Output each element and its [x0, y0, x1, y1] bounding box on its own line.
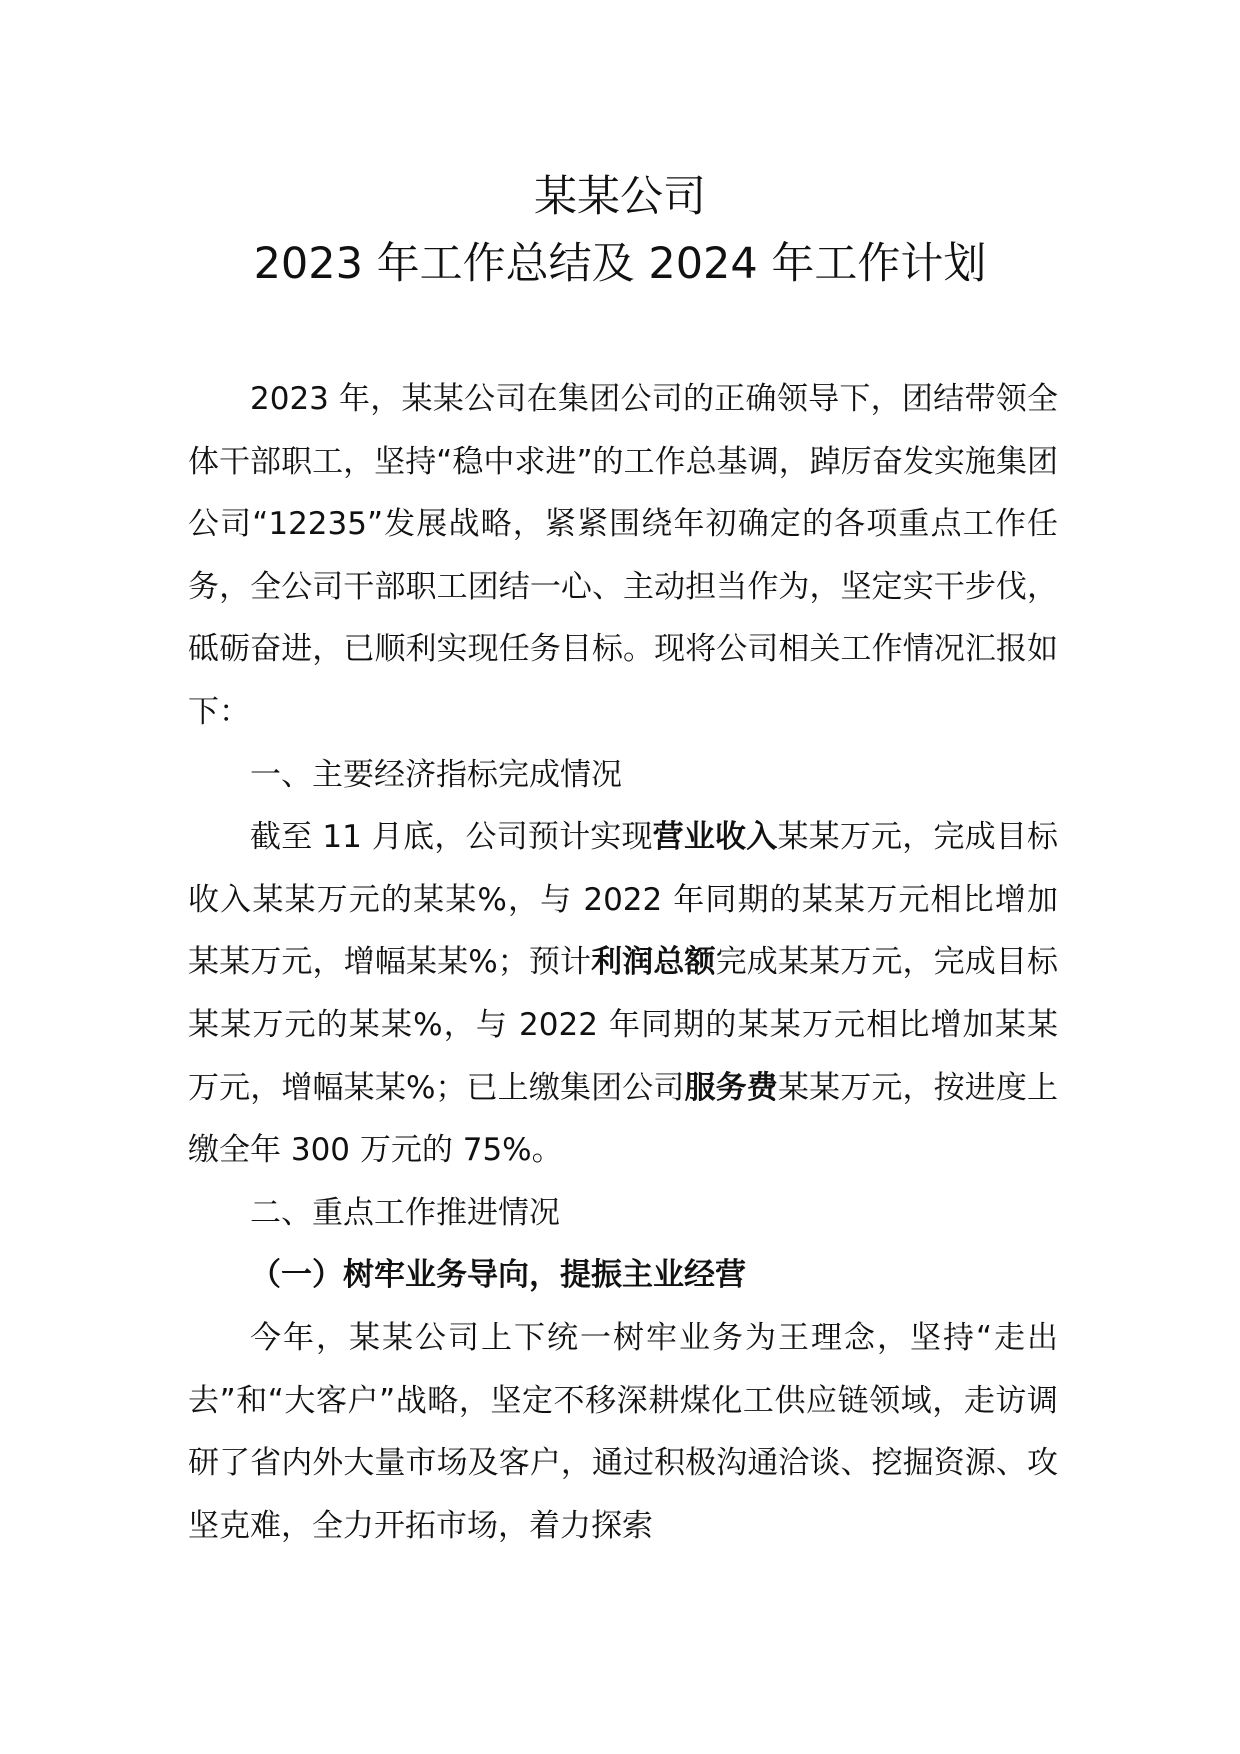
section1-paragraph: [188, 806, 1058, 1182]
section1-heading: 一、主要经济指标完成情况: [250, 756, 622, 793]
subsection1-paragraph: 今年，某某公司上下统一树牢业务为王理念，坚持“走出去”和“大客户”战略，坚定不移深耕煤化工供应链领域，走访调研了省内外大量市场及客户，通过积极沟通洽谈、挖掘资源、攻坚克难，全力开拓市场，着力探索: [188, 1319, 1058, 1544]
subsection1-heading: （一）树牢业务导向，提振主业经营: [250, 1257, 746, 1294]
document-title-company: 某某公司: [534, 172, 706, 222]
section1-text-1: 截至 11 月底，公司预计实现: [250, 819, 653, 856]
document-body: [188, 368, 1058, 1557]
section2-heading: 二、重点工作推进情况: [250, 1194, 560, 1231]
section1-text-3: 完成某某万元，完成目标某某万元的某某%，与 2022 年同期的某某万元相比增加某某万元，增幅某某%；已上缴集团公司: [188, 944, 1058, 1106]
document-title-report: 2023 年工作总结及 2024 年工作计划: [253, 239, 987, 289]
profit-highlight: 利润总额: [591, 944, 716, 981]
service-fee-highlight: 服务费: [684, 1069, 778, 1106]
intro-paragraph: 2023 年，某某公司在集团公司的正确领导下，团结带领全体干部职工，坚持“稳中求进”的工作总基调，踔厉奋发实施集团公司“12235”发展战略，紧紧围绕年初确定的各项重点工作任务，全公司干部职工团结一心、主动担当作为，坚定实干步伐，砥砺奋进，已顺利实现任务目标。现将公司相关工作情况汇报如下：: [188, 381, 1058, 730]
revenue-highlight: 营业收入: [652, 819, 778, 856]
section1-text-4: 某某万元，按进度上缴全年 300 万元的 75%。: [188, 1069, 1059, 1169]
section1-text-2: 某某万元，完成目标收入某某万元的某某%，与 2022 年同期的某某万元相比增加某某万元，增幅某某%；预计: [188, 819, 1059, 981]
